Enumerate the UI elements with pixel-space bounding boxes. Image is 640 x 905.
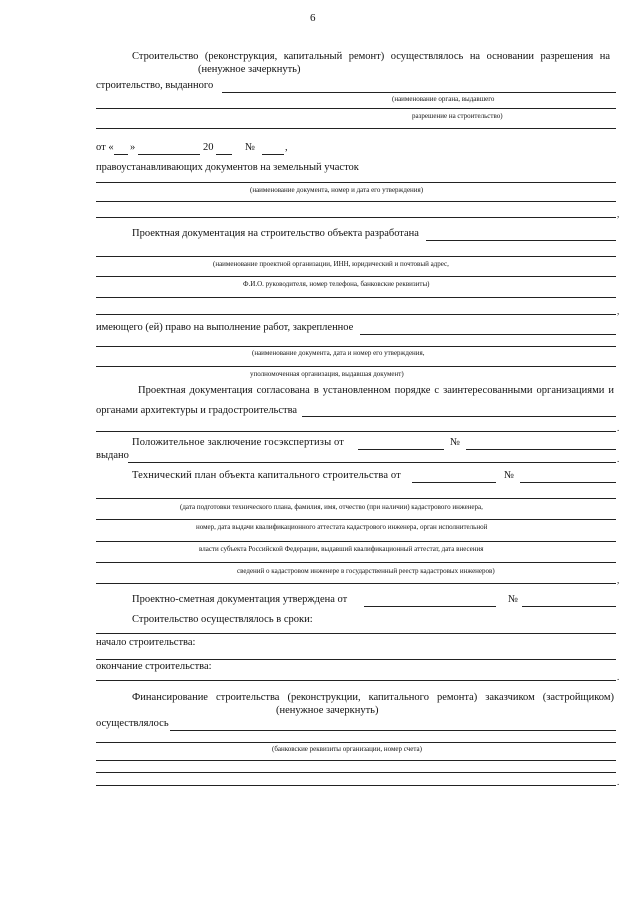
strike-note: (ненужное зачеркнуть)	[198, 64, 301, 75]
tech-plan-field-4[interactable]	[96, 541, 616, 542]
form-page: 6 Строительство (реконструкция, капитальный ремонт) осуществлялось на основании разрешения на (ненужное зачеркнуть) строительство, выданного (наименование органа, выдавшего разрешение на строительство) от « » 20 № , правоустанавливающих документов на земельный участок (наименование документа, номер и дата его утверждения) , Проектная документация на строительство объекта разработана (наименование проектной организации, ИНН, юридический и почтовый адрес, Ф.И.О. руководителя, номер телефона, банковские реквизиты) , имеющего (ей) право на выполнение работ, закрепленное (наименование документа, дата и номер его утверждения, уполномоченная организация, выдавшая документ) Проектная документация согласована в установленном порядке с заинтересованными организациями и органами архитектуры и градостроительства . Положительное заключение госэкспертизы от № выдано . Технический план объекта капитального строительства от № (дата подготовки технического плана, фамилия, имя, отчество (при наличии) кадастрового инженера, номер, дата выдачи квалификационного аттестата кадастрового инженера, орган исполнительной власти субъекта Российской Федерации, выдавший квалификационный аттестат, дата внесения сведений о кадастровом инженере в государственный реестр кадастровых инженеров) , Проектно-сметная документация утверждена от № Строительство осуществлялось в сроки: начало строительства: окончание строительства: . Финансирование строительства (реконструкции, капитального ремонта) заказчиком (застройщиком) (ненужное зачеркнуть) осуществлялось (банковские реквизиты организации, номер счета) .	[96, 12, 620, 787]
land-docs-label: правоустанавливающих документов на земельный участок	[96, 162, 359, 173]
financing-field[interactable]	[170, 730, 616, 731]
permit-issuer-field-2[interactable]	[96, 108, 616, 109]
estimate-number-field[interactable]	[522, 606, 616, 607]
number-label: №	[245, 142, 256, 153]
issued-label: выдано	[96, 450, 129, 461]
tech-plan-field-6[interactable]	[96, 583, 616, 584]
expertise-date-field[interactable]	[358, 449, 444, 450]
end-field[interactable]	[96, 680, 616, 681]
project-org-field[interactable]	[426, 240, 616, 241]
end-label: окончание строительства:	[96, 661, 212, 672]
estimate-number-label: №	[508, 594, 519, 605]
financing-field-2[interactable]	[96, 742, 616, 743]
estimate-label: Проектно-сметная документация утверждена от	[132, 594, 348, 605]
expertise-number-label: №	[450, 437, 461, 448]
date-month-field[interactable]	[138, 154, 200, 155]
caption-authorized: уполномоченная организация, выдавшая документ)	[250, 370, 404, 378]
issued-field[interactable]	[128, 462, 616, 463]
financing-strike-note: (ненужное зачеркнуть)	[276, 705, 379, 716]
land-docs-field-3[interactable]	[96, 217, 616, 218]
permit-text-line1: Строительство (реконструкция, капитальный ремонт) осуществлялось на основании разрешения на	[132, 51, 610, 62]
agreement-text-line2: органами архитектуры и градостроительства	[96, 405, 298, 416]
financing-label: осуществлялось	[96, 718, 169, 729]
tech-plan-label: Технический план объекта капитального строительства от	[132, 470, 401, 481]
estimate-date-field[interactable]	[364, 606, 496, 607]
terms-label: Строительство осуществлялось в сроки:	[132, 614, 313, 625]
tech-plan-field-3[interactable]	[96, 519, 616, 520]
project-docs-label: Проектная документация на строительство объекта разработана	[132, 228, 419, 239]
tech-plan-date-field[interactable]	[412, 482, 496, 483]
financing-field-5[interactable]	[96, 785, 616, 786]
land-docs-field[interactable]	[96, 182, 616, 183]
caption-permit: разрешение на строительство)	[412, 112, 503, 120]
financing-field-3[interactable]	[96, 760, 616, 761]
caption-bank: (банковские реквизиты организации, номер счета)	[272, 745, 422, 753]
caption-tech4: сведений о кадастровом инженере в государственный реестр кадастровых инженеров)	[237, 567, 495, 575]
right-to-work-field-2[interactable]	[96, 346, 616, 347]
financing-field-4[interactable]	[96, 772, 616, 773]
project-org-field-4[interactable]	[96, 297, 616, 298]
terms-field[interactable]	[96, 633, 616, 634]
caption-organ: (наименование органа, выдавшего	[392, 95, 495, 103]
agreement-field-2[interactable]	[96, 431, 616, 432]
tech-plan-field-5[interactable]	[96, 562, 616, 563]
agreement-field[interactable]	[302, 416, 616, 417]
permit-issuer-field[interactable]	[222, 92, 616, 93]
caption-tech2: номер, дата выдачи квалификационного аттестата кадастрового инженера, орган исполнительной	[196, 523, 488, 531]
project-org-field-2[interactable]	[96, 256, 616, 257]
project-org-field-5[interactable]	[96, 314, 616, 315]
tech-plan-number-label: №	[504, 470, 515, 481]
page-number: 6	[310, 12, 316, 24]
tech-plan-number-field[interactable]	[520, 482, 616, 483]
date-year-label: 20	[203, 142, 214, 153]
start-label: начало строительства:	[96, 637, 196, 648]
expertise-number-field[interactable]	[466, 449, 616, 450]
agreement-text-line1: Проектная документация согласована в установленном порядке с заинтересованными организациями и	[138, 385, 614, 396]
caption-project-org: (наименование проектной организации, ИНН, юридический и почтовый адрес,	[213, 260, 449, 268]
permit-issuer-field-3[interactable]	[96, 128, 616, 129]
caption-fio: Ф.И.О. руководителя, номер телефона, банковские реквизиты)	[243, 280, 430, 288]
right-to-work-field[interactable]	[360, 334, 616, 335]
project-org-field-3[interactable]	[96, 276, 616, 277]
date-year-field[interactable]	[216, 154, 232, 155]
start-field[interactable]	[96, 659, 616, 660]
tech-plan-field-2[interactable]	[96, 498, 616, 499]
caption-tech3: власти субъекта Российской Федерации, выдавший квалификационный аттестат, дата внесения	[199, 545, 484, 553]
land-docs-field-2[interactable]	[96, 201, 616, 202]
number-field[interactable]	[262, 154, 284, 155]
date-close-quote: »	[130, 142, 136, 153]
expertise-label: Положительное заключение госэкспертизы от	[132, 437, 345, 448]
financing-text-line1: Финансирование строительства (реконструкции, капитального ремонта) заказчиком (застройщиком)	[132, 692, 614, 703]
permit-issued-label: строительство, выданного	[96, 80, 214, 91]
date-day-field[interactable]	[114, 154, 128, 155]
date-open-label: от «	[96, 142, 114, 153]
right-to-work-field-3[interactable]	[96, 366, 616, 367]
caption-tech1: (дата подготовки технического плана, фамилия, имя, отчество (при наличии) кадастрового инженера,	[180, 503, 483, 511]
right-to-work-label: имеющего (ей) право на выполнение работ, закрепленное	[96, 322, 354, 333]
caption-doc: (наименование документа, номер и дата его утверждения)	[250, 186, 424, 194]
caption-doc2: (наименование документа, дата и номер его утверждения,	[252, 349, 425, 357]
date-comma: ,	[285, 142, 288, 153]
